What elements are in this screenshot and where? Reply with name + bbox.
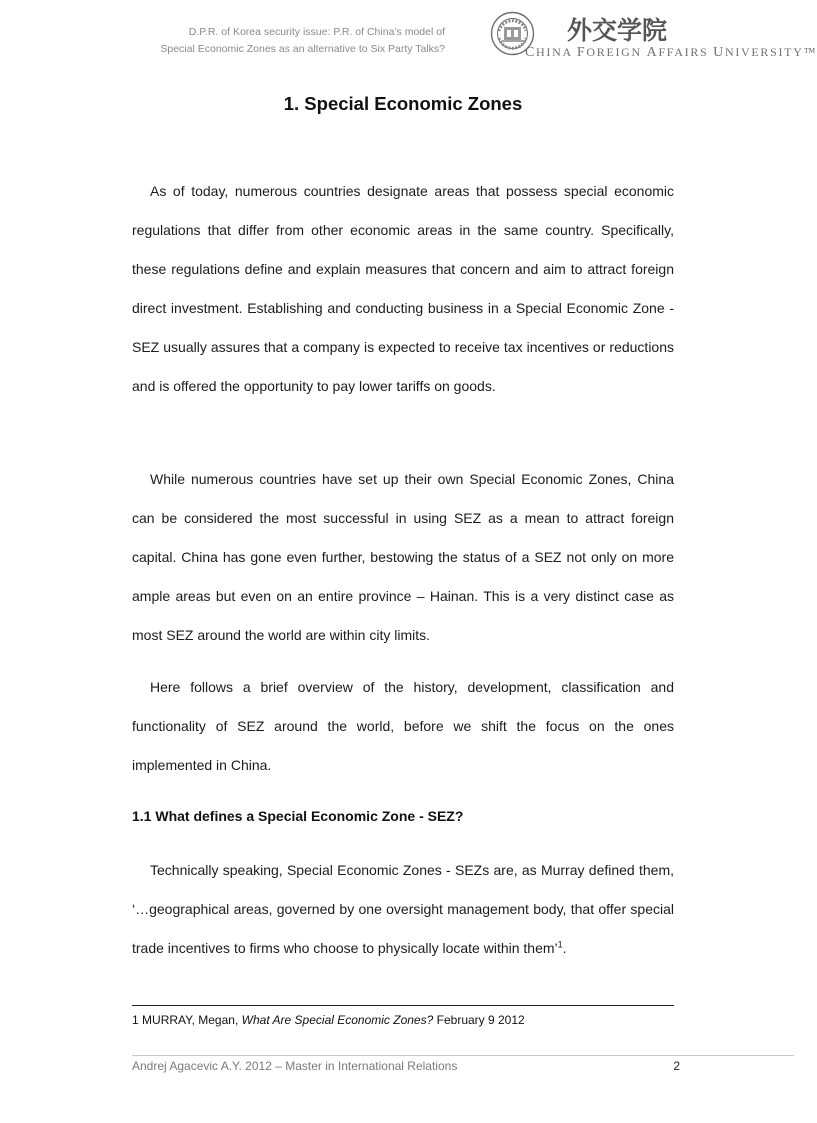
footnote-date: February 9 2012 (436, 1013, 525, 1027)
footer-author-line: Andrej Agacevic A.Y. 2012 – Master in International Relations (132, 1059, 458, 1073)
paragraph-4 (132, 851, 674, 968)
footnote-reference[interactable]: 1 (557, 939, 563, 950)
running-header-line-1: D.P.R. of Korea security issue: P.R. of China’s model of (188, 26, 445, 38)
footnote-number: 1 (132, 1013, 139, 1027)
footnote-title: What Are Special Economic Zones? (241, 1013, 434, 1027)
running-header (120, 24, 445, 58)
university-name: CHINA FOREIGN AFFAIRS UNIVERSITY™ (525, 45, 817, 60)
running-header-line-2: Special Economic Zones as an alternative to Six Party Talks? (160, 43, 445, 55)
university-logo-calligraphy (567, 14, 673, 44)
section-title: 1. Special Economic Zones (283, 93, 523, 114)
paragraph-3: Here follows a brief overview of the history, development, classification and functionality of SEZ around the world, before we shift the focus on the ones implemented in China. (132, 679, 674, 773)
footnote-separator (132, 1005, 674, 1006)
footer-separator (132, 1055, 794, 1056)
paragraph-2: While numerous countries have set up their own Special Economic Zones, China can be considered the most successful in using SEZ as a mean to attract foreign capital. China has gone even further, bestowing the status of a SEZ not only on more ample areas but even on an entire province – Hainan. This is a very distinct case as most SEZ around the world are within city limits. (132, 471, 674, 643)
footnote-author: MURRAY, Megan, (142, 1013, 239, 1027)
paragraph-4-end: . (562, 940, 567, 956)
paragraph-1: As of today, numerous countries designate areas that possess special economic regulations that differ from other economic areas in the same country. Specifically, these regulations define and explain measures that concern and aim to attract foreign direct investment. Establishing and conducting business in a Special Economic Zone - SEZ usually assures that a company is expected to receive tax incentives or reductions and is offered the opportunity to pay lower tariffs on goods. (132, 183, 674, 394)
footnote (132, 1013, 525, 1027)
page-number: 2 (673, 1059, 680, 1073)
subsection-title: 1.1 What defines a Special Economic Zone - SEZ? (132, 808, 464, 824)
logo-chinese-text: 外交学院 (567, 16, 668, 45)
paragraph-4-text: Technically speaking, Special Economic Zones - SEZs are, as Murray defined them, ‘…geographical areas, governed by one oversight management body, that offer special trade incentives to firms who choose to physically locate within them’ (132, 862, 674, 956)
